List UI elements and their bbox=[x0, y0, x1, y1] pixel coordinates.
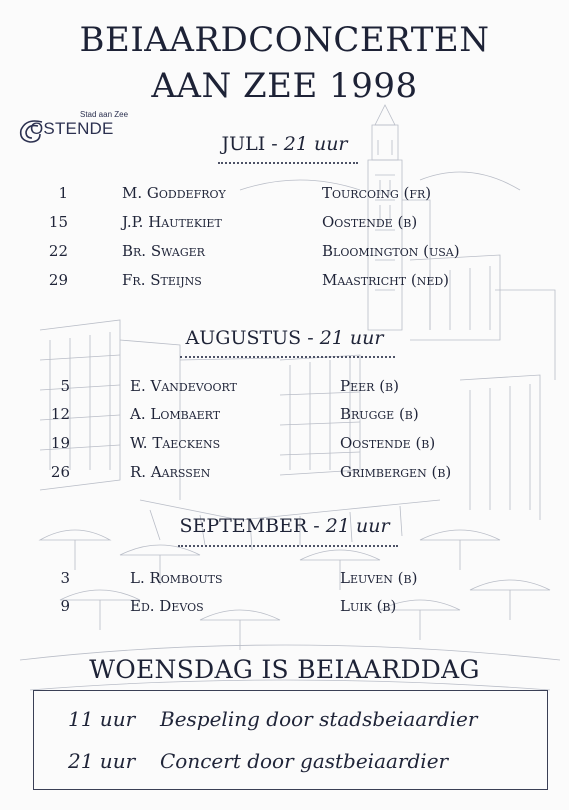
concert-day: 22 bbox=[48, 242, 68, 260]
dotted-rule bbox=[218, 162, 358, 164]
concert-row bbox=[0, 271, 569, 293]
schedule-entry bbox=[68, 749, 448, 773]
concert-city: Bloomington (usa) bbox=[322, 242, 460, 260]
concert-carillonneur: A. Lombaert bbox=[130, 405, 221, 423]
month-time: 21 uur bbox=[319, 327, 384, 349]
schedule-text: Bespeling door stadsbeiaardier bbox=[160, 707, 478, 731]
dotted-rule bbox=[178, 545, 398, 547]
concert-carillonneur: R. Aarssen bbox=[130, 463, 211, 481]
dotted-rule bbox=[180, 356, 395, 358]
concert-day: 19 bbox=[50, 434, 70, 452]
month-separator: - bbox=[307, 515, 326, 537]
month-heading-august bbox=[0, 327, 569, 349]
concert-day: 9 bbox=[60, 597, 70, 615]
concert-carillonneur: Br. Swager bbox=[122, 242, 205, 260]
logo-name: OSTENDE bbox=[30, 119, 114, 138]
concert-row bbox=[0, 213, 569, 235]
concert-row bbox=[0, 242, 569, 264]
month-separator: - bbox=[301, 327, 320, 349]
month-name: AUGUSTUS bbox=[185, 327, 302, 349]
concert-day: 12 bbox=[50, 405, 70, 423]
concert-day: 15 bbox=[48, 213, 68, 231]
month-name: SEPTEMBER bbox=[179, 515, 308, 537]
concert-carillonneur: L. Rombouts bbox=[130, 569, 223, 587]
concert-carillonneur: E. Vandevoort bbox=[130, 377, 237, 395]
concert-row bbox=[0, 569, 569, 591]
concert-carillonneur: J.P. Hautekiet bbox=[122, 213, 222, 231]
concert-carillonneur: M. Goddefroy bbox=[122, 184, 226, 202]
concert-row bbox=[0, 434, 569, 456]
concert-row bbox=[0, 377, 569, 399]
concert-row bbox=[0, 405, 569, 427]
concert-day: 3 bbox=[60, 569, 70, 587]
concert-day: 29 bbox=[48, 271, 68, 289]
concert-city: Oostende (b) bbox=[322, 213, 418, 231]
concert-city: Tourcoing (fr) bbox=[322, 184, 432, 202]
concert-row bbox=[0, 597, 569, 619]
concert-city: Luik (b) bbox=[340, 597, 397, 615]
concert-row bbox=[0, 184, 569, 206]
month-separator: - bbox=[265, 133, 284, 155]
schedule-text: Concert door gastbeiaardier bbox=[160, 749, 449, 773]
concert-carillonneur: Ed. Devos bbox=[130, 597, 204, 615]
woensdag-heading: WOENSDAG IS BEIAARDDAG bbox=[89, 655, 480, 684]
month-heading-september bbox=[0, 515, 569, 537]
concert-day: 5 bbox=[60, 377, 70, 395]
month-name: JULI bbox=[221, 133, 266, 155]
concert-row bbox=[0, 463, 569, 485]
concert-carillonneur: Fr. Steijns bbox=[122, 271, 202, 289]
schedule-time: 11 uur bbox=[68, 707, 136, 731]
concert-city: Leuven (b) bbox=[340, 569, 418, 587]
concert-day: 1 bbox=[58, 184, 68, 202]
concert-city: Maastricht (ned) bbox=[322, 271, 450, 289]
month-time: 21 uur bbox=[325, 515, 390, 537]
month-heading-july bbox=[0, 133, 569, 155]
poster-title-line-2: AAN ZEE 1998 bbox=[151, 66, 418, 106]
concert-city: Oostende (b) bbox=[340, 434, 436, 452]
poster-title-line-1: BEIAARDCONCERTEN bbox=[79, 20, 490, 60]
schedule-entry bbox=[68, 707, 477, 731]
concert-city: Brugge (b) bbox=[340, 405, 419, 423]
schedule-box bbox=[33, 690, 548, 790]
concert-city: Grimbergen (b) bbox=[340, 463, 452, 481]
logo-tagline: Stad aan Zee bbox=[80, 110, 129, 119]
concert-city: Peer (b) bbox=[340, 377, 399, 395]
concert-carillonneur: W. Taeckens bbox=[130, 434, 221, 452]
concert-day: 26 bbox=[50, 463, 70, 481]
schedule-time: 21 uur bbox=[68, 749, 136, 773]
month-time: 21 uur bbox=[283, 133, 348, 155]
